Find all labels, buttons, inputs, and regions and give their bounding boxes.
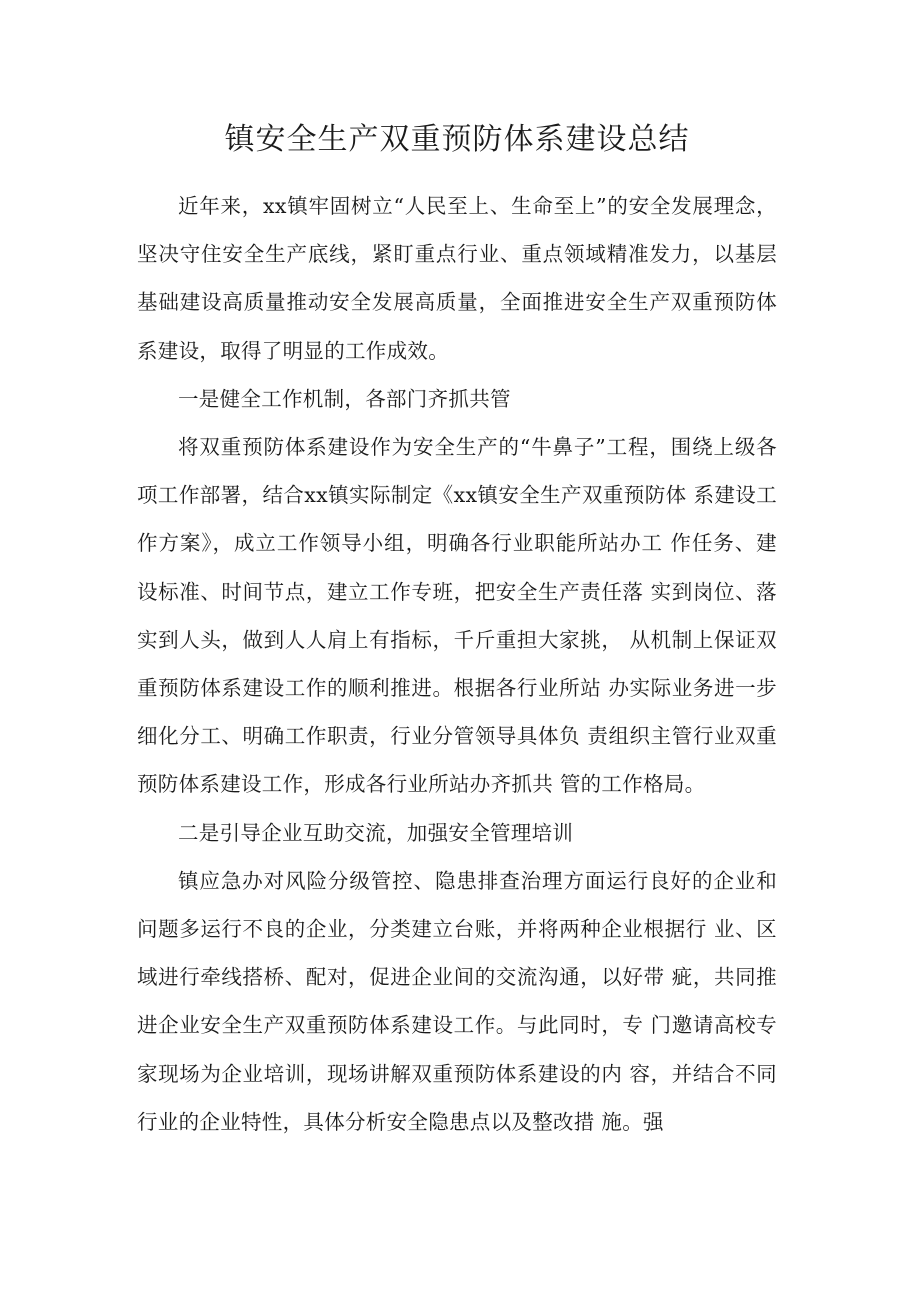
section-body-1: 将双重预防体系建设作为安全生产的“牛鼻子”工程，围绕上级各项工作部署，结合xx镇实际制定《xx镇安全生产双重预防体 系建设工作方案》，成立工作领导小组，明确各行业职能所站办工 作任务、建设标准、时间节点，建立工作专班，把安全生产责任落 实到岗位、落实到人头，做到人人肩上有指标，千斤重担大家挑， 从机制上保证双重预防体系建设工作的顺利推进。根据各行业所站 办实际业务进一步细化分工、明确工作职责，行业分管领导具体负 责组织主管行业双重预防体系建设工作，形成各行业所站办齐抓共 管的工作格局。	[137, 435, 777, 797]
intro-paragraph: 近年来，xx镇牢固树立“人民至上、生命至上”的安全发展理念，坚决守住安全生产底线，紧盯重点行业、重点领域精准发力，以基层基础建设高质量推动安全发展高质量，全面推进安全生产双重预防体系建设，取得了明显的工作成效。	[137, 194, 777, 363]
document-page	[137, 108, 777, 1146]
section-heading-1: 一是健全工作机制，各部门齐抓共管	[178, 386, 511, 411]
section-heading-2: 二是引导企业互助交流，加强安全管理培训	[178, 820, 574, 845]
section-body-2: 镇应急办对风险分级管控、隐患排查治理方面运行良好的企业和问题多运行不良的企业，分类建立台账，并将两种企业根据行 业、区域进行牵线搭桥、配对，促进企业间的交流沟通，以好带 疵，共同推进企业安全生产双重预防体系建设工作。与此同时，专 门邀请高校专家现场为企业培训，现场讲解双重预防体系建设的内 容，并结合不同行业的企业特性，具体分析安全隐患点以及整改措 施。强	[137, 868, 777, 1134]
document-title: 镇安全生产双重预防体系建设总结	[224, 122, 690, 157]
